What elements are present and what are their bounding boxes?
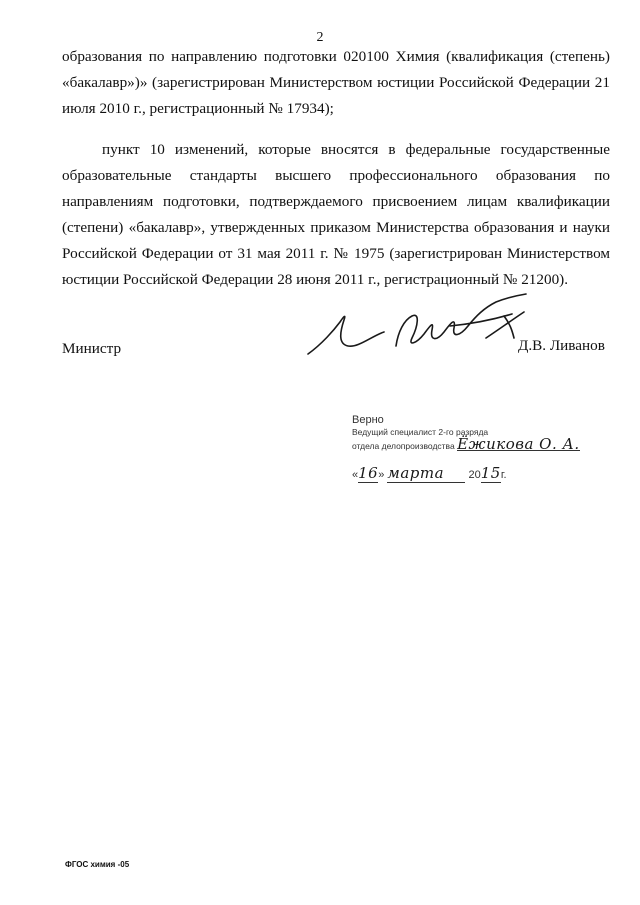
date-month: марта (387, 464, 465, 483)
date-year-suffix: 15 (480, 464, 501, 482)
signatory-role: Министр (62, 340, 122, 357)
certification-position-line-1: Ведущий специалист 2-го разряда (352, 427, 489, 437)
date-close-quote: » (378, 469, 385, 481)
certification-date (352, 464, 507, 483)
certification-stamp (352, 414, 592, 482)
page-number: 2 (316, 30, 324, 45)
paragraph-1: образования по направлению подготовки 020100 Химия (квалификация (степень) «бакалавр»)» (зарегистрирован Министерством юстиции Российской Федерации 21 июля 2010 г., регистрационный № 17934); (62, 48, 610, 117)
body-text (62, 44, 610, 293)
certifier-handwritten-name: Ёжикова О. А. (457, 435, 580, 453)
date-year-prefix: 20 (468, 469, 481, 481)
certification-position-line-2-text: отдела делопроизводства (352, 441, 455, 451)
date-year-unit: г. (500, 469, 507, 481)
paragraph-2: пункт 10 изменений, которые вносятся в федеральные государственные образовательные стандарты высшего профессионального образования по направлениям подготовки, подтверждаемого присвоением лицам квалификации (степени) «бакалавр», утвержденных приказом Министерства образования и науки Российской Федерации от 31 мая 2011 г. № 1975 (зарегистрирован Министерством юстиции Российской Федерации 28 июня 2011 г., регистрационный № 21200). (62, 141, 610, 288)
certification-position-line-2 (352, 435, 592, 453)
signatory-name: Д.В. Ливанов (518, 337, 605, 354)
date-day: 16 (358, 464, 379, 482)
date-open-quote: « (352, 469, 359, 481)
footer-code: ФГОС химия -05 (65, 860, 130, 869)
certification-word: Верно (352, 414, 384, 426)
